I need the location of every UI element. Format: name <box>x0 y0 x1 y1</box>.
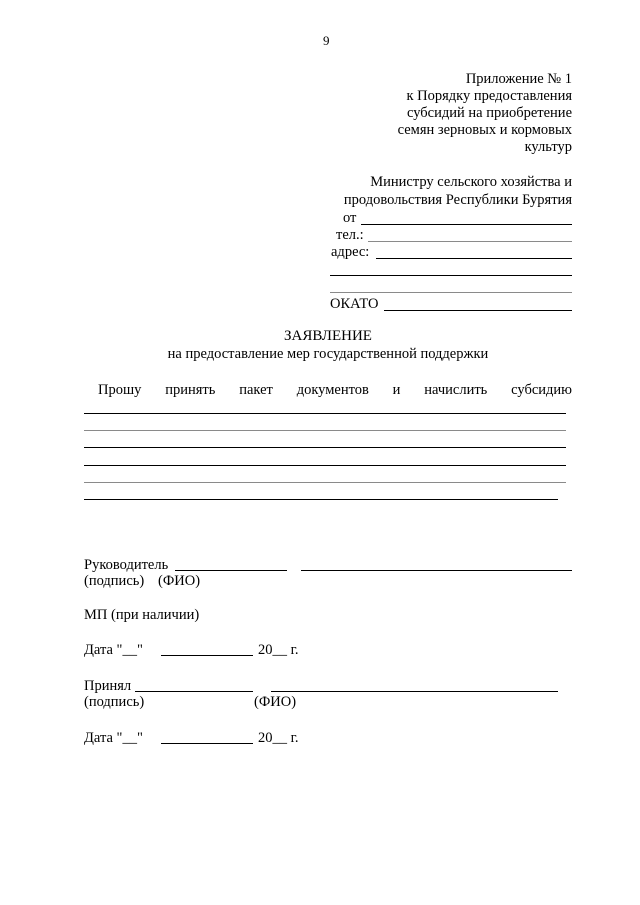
request-word: начислить <box>424 382 488 398</box>
okato-field[interactable] <box>384 310 572 311</box>
appendix-line: Приложение № 1 <box>465 71 572 87</box>
date-month-field[interactable] <box>161 655 253 656</box>
head-signature-caption: (подпись) <box>84 573 145 589</box>
request-text-line[interactable] <box>84 482 566 483</box>
head-signature-field[interactable] <box>175 570 287 571</box>
year-suffix: г. <box>287 642 299 658</box>
addressee-line: Министру сельского хозяйства и <box>370 174 572 190</box>
from-label: от <box>343 210 357 226</box>
request-word: пакет <box>239 382 273 398</box>
addressee-line: продовольствия Республики Бурятия <box>343 192 572 208</box>
date-year <box>258 641 299 659</box>
accepted-name-field[interactable] <box>271 691 558 692</box>
request-word: Прошу <box>98 382 142 398</box>
phone-field[interactable] <box>368 241 572 242</box>
date-row <box>84 641 143 659</box>
address-field-extra[interactable] <box>330 275 572 276</box>
appendix-line: к Порядку предоставления <box>406 88 572 104</box>
date-month-field-2[interactable] <box>161 743 253 744</box>
accepted-name-caption: (ФИО) <box>254 694 297 710</box>
head-label: Руководитель <box>84 557 169 573</box>
address-field[interactable] <box>376 258 572 259</box>
year-prefix: 20 <box>258 730 273 746</box>
date-prefix: Дата " <box>84 730 123 746</box>
address-field-extra-2[interactable] <box>330 292 572 293</box>
request-first-line <box>98 381 572 399</box>
head-name-caption: (ФИО) <box>158 573 201 589</box>
appendix-line: семян зерновых и кормовых <box>397 122 572 138</box>
request-text-line[interactable] <box>84 499 558 500</box>
date-prefix: Дата " <box>84 642 123 658</box>
date-row-2 <box>84 729 143 747</box>
accepted-signature-caption: (подпись) <box>84 694 145 710</box>
appendix-line: культур <box>524 139 572 155</box>
date-day-field[interactable]: __ <box>122 730 137 746</box>
date-quote: " <box>136 730 143 746</box>
address-label: адрес: <box>331 244 370 260</box>
stamp-label: МП (при наличии) <box>84 607 200 623</box>
okato-label: ОКАТО <box>330 296 379 312</box>
request-word: документов <box>296 382 369 398</box>
from-field[interactable] <box>361 224 572 225</box>
request-text-line[interactable] <box>84 465 566 466</box>
document-title: ЗАЯВЛЕНИЕ <box>284 328 372 344</box>
page-number: 9 <box>323 33 330 48</box>
accepted-label: Принял <box>84 678 132 694</box>
phone-label: тел.: <box>336 227 364 243</box>
document-subtitle: на предоставление мер государственной поддержки <box>167 346 489 362</box>
appendix-header <box>360 71 572 156</box>
date-quote: " <box>136 642 143 658</box>
year-suffix: г. <box>287 730 299 746</box>
request-word: и <box>392 382 401 398</box>
accepted-signature-field[interactable] <box>135 691 253 692</box>
head-name-field[interactable] <box>301 570 572 571</box>
date-year-2 <box>258 729 299 747</box>
year-field[interactable]: __ <box>272 730 287 746</box>
request-text-line[interactable] <box>84 413 566 414</box>
request-word: принять <box>165 382 216 398</box>
request-text-line[interactable] <box>84 430 566 431</box>
request-word: субсидию <box>511 382 572 398</box>
appendix-line: субсидий на приобретение <box>406 105 572 121</box>
addressee-block <box>330 173 572 209</box>
request-text-line[interactable] <box>84 447 566 448</box>
year-prefix: 20 <box>258 642 273 658</box>
date-day-field[interactable]: __ <box>122 642 137 658</box>
year-field[interactable]: __ <box>272 642 287 658</box>
